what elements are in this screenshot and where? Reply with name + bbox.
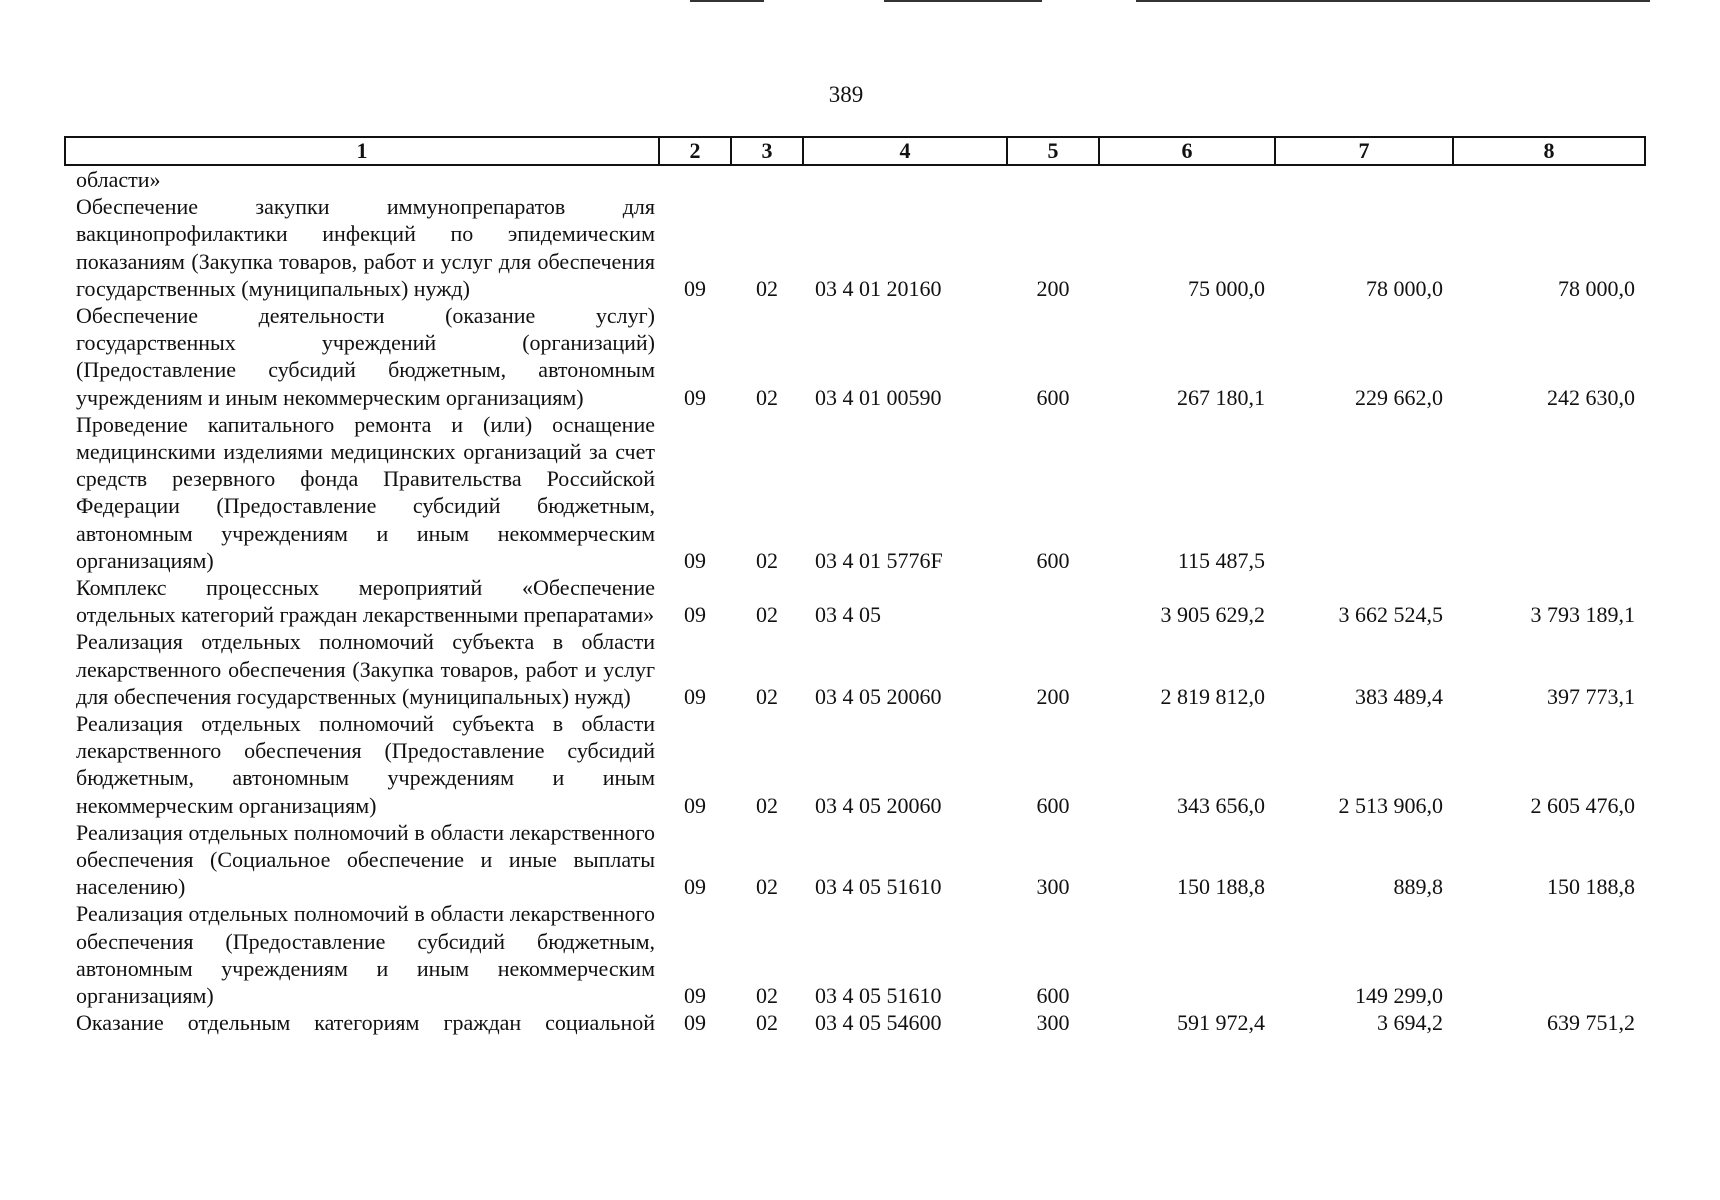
podrazdel-cell: 02: [756, 547, 778, 573]
sum-cell-2: 3 662 524,5: [1338, 602, 1443, 628]
scan-edge-line: [690, 0, 764, 2]
row-name: Реализация отдельных полномочий в области лекарственного обеспечения (Социальное обеспечение и иные выплаты населению): [76, 819, 655, 900]
sum-cell-3: [1453, 411, 1645, 574]
row-name: области»: [76, 167, 161, 192]
sum-cell-1: 115 487,5: [1177, 547, 1265, 573]
razdel-cell: [659, 165, 731, 193]
podrazdel-cell: [731, 165, 803, 193]
csr-cell: 03 4 01 5776F: [815, 547, 943, 573]
table-row: [65, 193, 1645, 302]
vr-cell: [1007, 574, 1099, 628]
sum-cell-3: 150 188,8: [1547, 874, 1635, 900]
podrazdel-cell: 02: [756, 602, 778, 628]
column-header: 2: [659, 137, 731, 165]
razdel-cell: 09: [684, 1010, 706, 1036]
sum-cell-1: 343 656,0: [1177, 792, 1265, 818]
sum-cell-3: 78 000,0: [1558, 275, 1635, 301]
table-row: [65, 628, 1645, 710]
table-header: [65, 137, 1645, 165]
sum-cell-3: 2 605 476,0: [1530, 792, 1635, 818]
sum-cell-1: 267 180,1: [1177, 384, 1265, 410]
vr-cell: 600: [1036, 792, 1070, 818]
column-header: 4: [803, 137, 1007, 165]
csr-cell: 03 4 05 51610: [815, 874, 942, 900]
table-row: [65, 819, 1645, 901]
sum-cell-3: 639 751,2: [1547, 1010, 1635, 1036]
row-name: Реализация отдельных полномочий в области лекарственного обеспечения (Предоставление субсидий бюджетным, автономным учреждениям и иным некоммерческим организациям): [76, 901, 655, 1009]
sum-cell-1: 591 972,4: [1177, 1010, 1265, 1036]
csr-cell: 03 4 05 54600: [815, 1010, 942, 1036]
sum-cell-3: [1453, 165, 1645, 193]
row-name: Обеспечение деятельности (оказание услуг) государственных учреждений (организаций) (Предоставление субсидий бюджетным, автономным учреждениям и иным некоммерческим организациям): [76, 303, 655, 410]
podrazdel-cell: 02: [756, 275, 778, 301]
podrazdel-cell: 02: [756, 874, 778, 900]
podrazdel-cell: 02: [756, 384, 778, 410]
sum-cell-3: 242 630,0: [1547, 384, 1635, 410]
row-name: Реализация отдельных полномочий субъекта в области лекарственного обеспечения (Предоставление субсидий бюджетным, автономным учреждениям и иным некоммерческим организациям): [76, 711, 655, 818]
table-row: [65, 411, 1645, 574]
sum-cell-2: 2 513 906,0: [1338, 792, 1443, 818]
scan-edge-line: [1136, 0, 1650, 2]
sum-cell-2: 3 694,2: [1377, 1010, 1443, 1036]
sum-cell-1: 2 819 812,0: [1160, 683, 1265, 709]
row-name: Обеспечение закупки иммунопрепаратов для вакцинопрофилактики инфекций по эпидемическим показаниям (Закупка товаров, работ и услуг для обеспечения государственных (муниципальных) нужд): [76, 194, 655, 301]
csr-cell: 03 4 01 20160: [815, 275, 942, 301]
csr-cell: 03 4 05 20060: [815, 683, 942, 709]
sum-cell-2: 383 489,4: [1355, 683, 1443, 709]
csr-cell: 03 4 05 51610: [815, 983, 942, 1009]
vr-cell: 600: [1036, 983, 1070, 1009]
column-header: 3: [731, 137, 803, 165]
podrazdel-cell: 02: [756, 983, 778, 1009]
razdel-cell: 09: [684, 275, 706, 301]
podrazdel-cell: 02: [756, 683, 778, 709]
sum-cell-2: 78 000,0: [1366, 275, 1443, 301]
sum-cell-1: [1099, 900, 1275, 1009]
vr-cell: 300: [1036, 1010, 1070, 1036]
header-row: [65, 137, 1645, 165]
csr-cell: 03 4 05 20060: [815, 792, 942, 818]
row-name: Реализация отдельных полномочий субъекта в области лекарственного обеспечения (Закупка товаров, работ и услуг для обеспечения государственных (муниципальных) нужд): [76, 629, 655, 709]
budget-table: [64, 136, 1646, 1037]
table-body: [65, 165, 1645, 1037]
razdel-cell: 09: [684, 792, 706, 818]
sum-cell-1: 150 188,8: [1177, 874, 1265, 900]
sum-cell-2: [1275, 165, 1453, 193]
razdel-cell: 09: [684, 547, 706, 573]
sum-cell-1: 75 000,0: [1188, 275, 1265, 301]
vr-cell: 600: [1036, 547, 1070, 573]
sum-cell-3: 3 793 189,1: [1530, 602, 1635, 628]
vr-cell: 600: [1036, 384, 1070, 410]
table-row: [65, 165, 1645, 193]
csr-cell: [803, 165, 1007, 193]
razdel-cell: 09: [684, 983, 706, 1009]
table-row: [65, 710, 1645, 819]
sum-cell-2: 229 662,0: [1355, 384, 1443, 410]
table-row: [65, 1009, 1645, 1036]
podrazdel-cell: 02: [756, 1010, 778, 1036]
razdel-cell: 09: [684, 602, 706, 628]
column-header: 6: [1099, 137, 1275, 165]
scan-edge-line: [884, 0, 1042, 2]
vr-cell: 200: [1036, 275, 1070, 301]
sum-cell-3: 397 773,1: [1547, 683, 1635, 709]
column-header: 7: [1275, 137, 1453, 165]
sum-cell-3: [1453, 900, 1645, 1009]
razdel-cell: 09: [684, 384, 706, 410]
row-name: Проведение капитального ремонта и (или) оснащение медицинскими изделиями медицинских организаций за счет средств резервного фонда Правительства Российской Федерации (Предоставление субсидий бюджетным, автономным учреждениям и иным некоммерческим организациям): [76, 411, 655, 573]
podrazdel-cell: 02: [756, 792, 778, 818]
razdel-cell: 09: [684, 874, 706, 900]
vr-cell: 200: [1036, 683, 1070, 709]
row-name: Оказание отдельным категориям граждан социальной: [76, 1010, 655, 1036]
razdel-cell: 09: [684, 683, 706, 709]
table-row: [65, 574, 1645, 628]
sum-cell-2: 149 299,0: [1355, 983, 1443, 1009]
csr-cell: 03 4 01 00590: [815, 384, 942, 410]
table-row: [65, 900, 1645, 1009]
vr-cell: [1007, 165, 1099, 193]
sum-cell-2: 889,8: [1393, 874, 1443, 900]
column-header: 8: [1453, 137, 1645, 165]
column-header: 1: [65, 137, 659, 165]
table-row: [65, 302, 1645, 411]
column-header: 5: [1007, 137, 1099, 165]
page-number: 389: [828, 82, 864, 107]
sum-cell-1: [1099, 165, 1275, 193]
vr-cell: 300: [1036, 874, 1070, 900]
row-name: Комплекс процессных мероприятий «Обеспечение отдельных категорий граждан лекарственными препаратами»: [76, 575, 655, 628]
csr-cell: 03 4 05: [815, 602, 881, 628]
sum-cell-2: [1275, 411, 1453, 574]
sum-cell-1: 3 905 629,2: [1160, 602, 1265, 628]
